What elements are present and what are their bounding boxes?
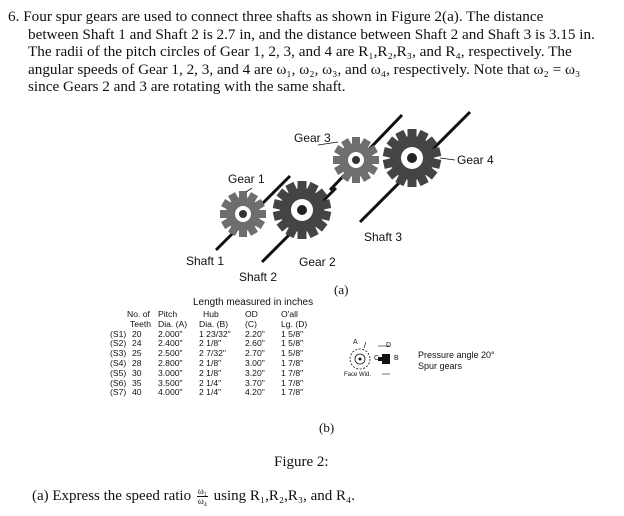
- figure-a-caption: (a): [334, 282, 349, 297]
- problem-line-3: The radii of the pitch circles of Gear 1, 2, 3, and 4 are R₁,R₂,R₃, and R₄, respectively. The: [28, 43, 572, 61]
- shaft-3-label: Shaft 3: [364, 230, 403, 244]
- table-cell: 2 7/32": [199, 348, 226, 359]
- table-cell: 35: [132, 377, 142, 388]
- table-cell: 1 7/8": [281, 387, 304, 398]
- problem-line-4: angular speeds of Gear 1, 2, 3, and 4 are ω₁, ω₂, ω₃, and ω₄, respectively. Note that ω₂ = ω₃: [28, 60, 581, 78]
- gear-spec-table: [110, 310, 311, 398]
- table-cell: 28: [132, 357, 142, 368]
- gear-2-label: Gear 2: [299, 255, 336, 269]
- pressure-angle-note: Pressure angle 20°: [418, 350, 495, 360]
- table-cell: (S3): [110, 348, 127, 359]
- table-cell: 2.500": [158, 348, 183, 359]
- diagram-label-c: C: [374, 355, 380, 362]
- table-cell: 2 1/4": [199, 387, 222, 398]
- table-cell: 2 1/8": [199, 357, 222, 368]
- table-cell: 2 1/8": [199, 367, 222, 378]
- problem-line-5: since Gears 2 and 3 are rotating with the same shaft.: [28, 78, 346, 96]
- table-cell: 1 5/8": [281, 328, 304, 339]
- table-cell: (S1): [110, 328, 127, 339]
- gear-3-shape: [333, 137, 379, 183]
- table-cell: (S6): [110, 377, 127, 388]
- gear-1-shape: [220, 191, 266, 237]
- question-prefix: (a) Express the speed ratio: [32, 487, 192, 504]
- table-cell: 2.20": [245, 328, 265, 339]
- table-cell: (S7): [110, 387, 127, 398]
- table-cell: 1 23/32": [199, 328, 231, 339]
- table-cell: 1 5/8": [281, 338, 304, 349]
- table-cell: (S2): [110, 338, 127, 349]
- table-cell: 2.60": [245, 338, 265, 349]
- gear-4-shape: [383, 129, 442, 187]
- diagram-label-a: A: [353, 339, 358, 346]
- header-od-c: (C): [245, 318, 257, 329]
- header-hub: Hub: [203, 309, 219, 319]
- header-od: OD: [245, 309, 258, 319]
- header-hub-dia: Dia. (B): [199, 318, 229, 329]
- problem-text-1: Four spur gears are used to connect three shafts as shown in Figure 2(a). The distance: [23, 8, 544, 25]
- table-cell: 4.20": [245, 387, 265, 398]
- gear-2-shape: [273, 181, 332, 239]
- gear-1-label: Gear 1: [228, 172, 265, 186]
- table-cell: 24: [132, 338, 142, 349]
- figure-caption: Figure 2:: [274, 454, 329, 470]
- problem-number: 6.: [8, 8, 20, 25]
- gear-note: [418, 350, 495, 372]
- diagram-label-d: D: [386, 342, 392, 349]
- question-suffix: using R₁,R₂,R₃, and R₄.: [213, 487, 356, 504]
- header-pitch-dia: Dia. (A): [158, 318, 188, 329]
- diagram-label-face: Face Wid.: [344, 372, 372, 378]
- gear-4-label: Gear 4: [457, 153, 494, 167]
- diagram-label-b: B: [394, 355, 399, 362]
- question-a: [32, 487, 355, 506]
- header-pitch: Pitch: [158, 309, 178, 319]
- table-cell: 1 5/8": [281, 348, 304, 359]
- table-cell: 2 1/8": [199, 338, 222, 349]
- shaft-2-label: Shaft 2: [239, 270, 278, 284]
- header-teeth: Teeth: [130, 318, 152, 329]
- table-cell: 3.000": [158, 367, 183, 378]
- shaft-1-label: Shaft 1: [186, 254, 225, 268]
- gear-3-label: Gear 3: [294, 131, 331, 145]
- table-row: [110, 388, 311, 398]
- table-cell: 2.000": [158, 328, 183, 339]
- spur-gears-note: Spur gears: [418, 361, 463, 371]
- table-cell: 40: [132, 387, 142, 398]
- ratio-numerator: ω₁: [197, 486, 207, 496]
- table-cell: 3.70": [245, 377, 265, 388]
- table-title: Length measured in inches: [193, 297, 314, 308]
- table-cell: 2.70": [245, 348, 265, 359]
- table-cell: 2.400": [158, 338, 183, 349]
- table-cell: 3.00": [245, 357, 265, 368]
- table-cell: 1 7/8": [281, 377, 304, 388]
- table-cell: 4.000": [158, 387, 183, 398]
- table-cell: (S4): [110, 357, 127, 368]
- problem-line-2: between Shaft 1 and Shaft 2 is 2.7 in, and the distance between Shaft 2 and Shaft 3 is 3.15 in.: [28, 25, 595, 43]
- speed-ratio-fraction: [197, 487, 208, 506]
- table-cell: (S5): [110, 367, 127, 378]
- table-cell: 2.800": [158, 357, 183, 368]
- table-cell: 20: [132, 328, 142, 339]
- header-no-of: No. of: [127, 309, 150, 319]
- header-oall: O'all: [281, 309, 298, 319]
- table-cell: 25: [132, 348, 142, 359]
- table-cell: 2 1/4": [199, 377, 222, 388]
- table-cell: 30: [132, 367, 142, 378]
- table-cell: 3.500": [158, 377, 183, 388]
- table-cell: 3.20": [245, 367, 265, 378]
- figure-b-caption: (b): [319, 420, 335, 435]
- table-cell: 1 7/8": [281, 367, 304, 378]
- ratio-denominator: ω₄: [197, 496, 207, 506]
- header-lg-d: Lg. (D): [281, 318, 308, 329]
- table-cell: 1 7/8": [281, 357, 304, 368]
